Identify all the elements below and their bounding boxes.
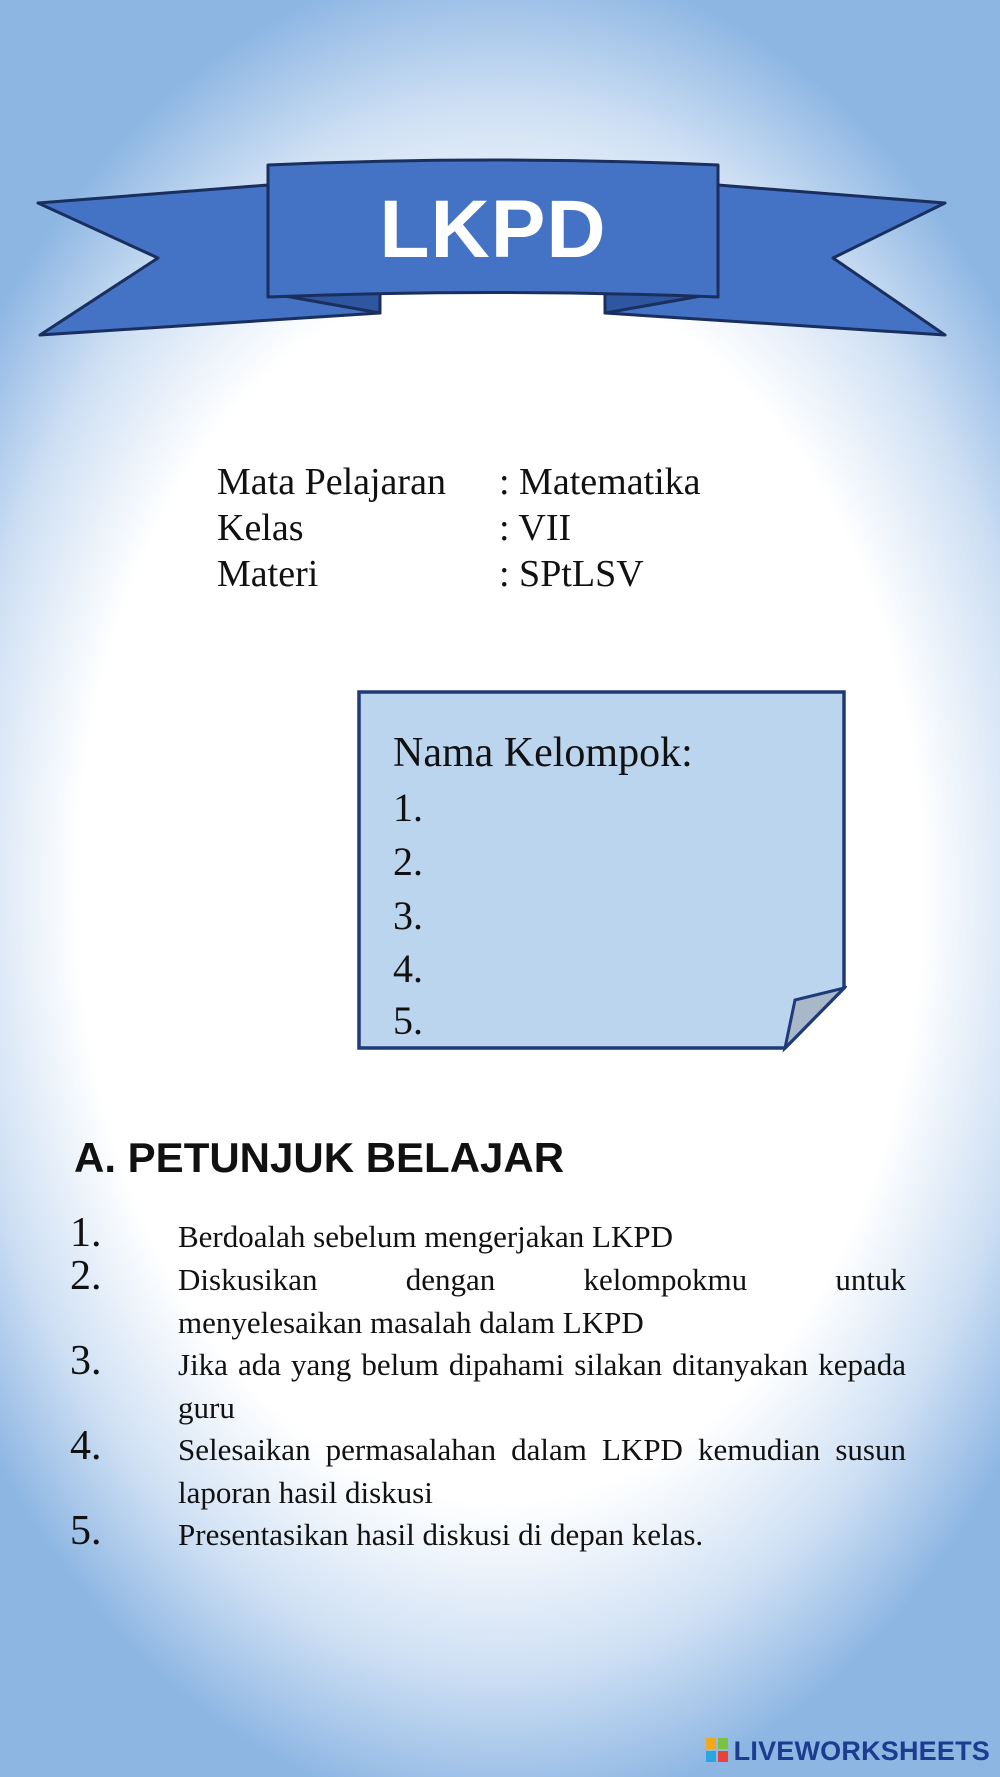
- section-heading: A. PETUNJUK BELAJAR: [74, 1134, 565, 1181]
- group-member-number: 1.: [393, 785, 423, 830]
- instruction-text-line: Diskusikan dengan kelompokmu untuk: [178, 1262, 906, 1297]
- group-member-number: 3.: [393, 893, 423, 938]
- instruction-number: 2.: [70, 1253, 102, 1299]
- group-member-number: 5.: [393, 998, 423, 1043]
- instruction-number: 3.: [70, 1338, 102, 1384]
- group-member-number: 4.: [393, 946, 423, 991]
- group-name-title: Nama Kelompok:: [393, 730, 693, 776]
- info-value: : VII: [499, 507, 572, 549]
- info-value: : SPtLSV: [499, 553, 644, 595]
- group-member-number: 2.: [393, 839, 423, 884]
- instruction-text-line: menyelesaikan masalah dalam LKPD: [178, 1304, 644, 1340]
- info-label: Materi: [217, 553, 319, 595]
- instruction-text: Jika ada yang belum dipahami silakan ditanyakan kepada guru: [178, 1347, 906, 1425]
- instruction-text: [178, 1259, 906, 1344]
- instruction-text: Presentasikan hasil diskusi di depan kelas.: [178, 1517, 704, 1552]
- liveworksheets-watermark[interactable]: [706, 1733, 990, 1769]
- instruction-text: Berdoalah sebelum mengerjakan LKPD: [178, 1219, 673, 1254]
- info-label: Kelas: [217, 507, 304, 549]
- instruction-number: 1.: [70, 1210, 102, 1256]
- group-name-card: [357, 690, 847, 1055]
- info-value: : Matematika: [499, 461, 701, 503]
- worksheet-title: LKPD: [379, 184, 607, 275]
- instruction-number: 5.: [70, 1508, 102, 1554]
- info-label: Mata Pelajaran: [217, 461, 446, 503]
- liveworksheets-logo-icon: [706, 1738, 730, 1764]
- instruction-text: Selesaikan permasalahan dalam LKPD kemudian susun laporan hasil diskusi: [178, 1432, 906, 1510]
- watermark-text: LIVEWORKSHEETS: [733, 1735, 990, 1766]
- instruction-number: 4.: [70, 1423, 102, 1469]
